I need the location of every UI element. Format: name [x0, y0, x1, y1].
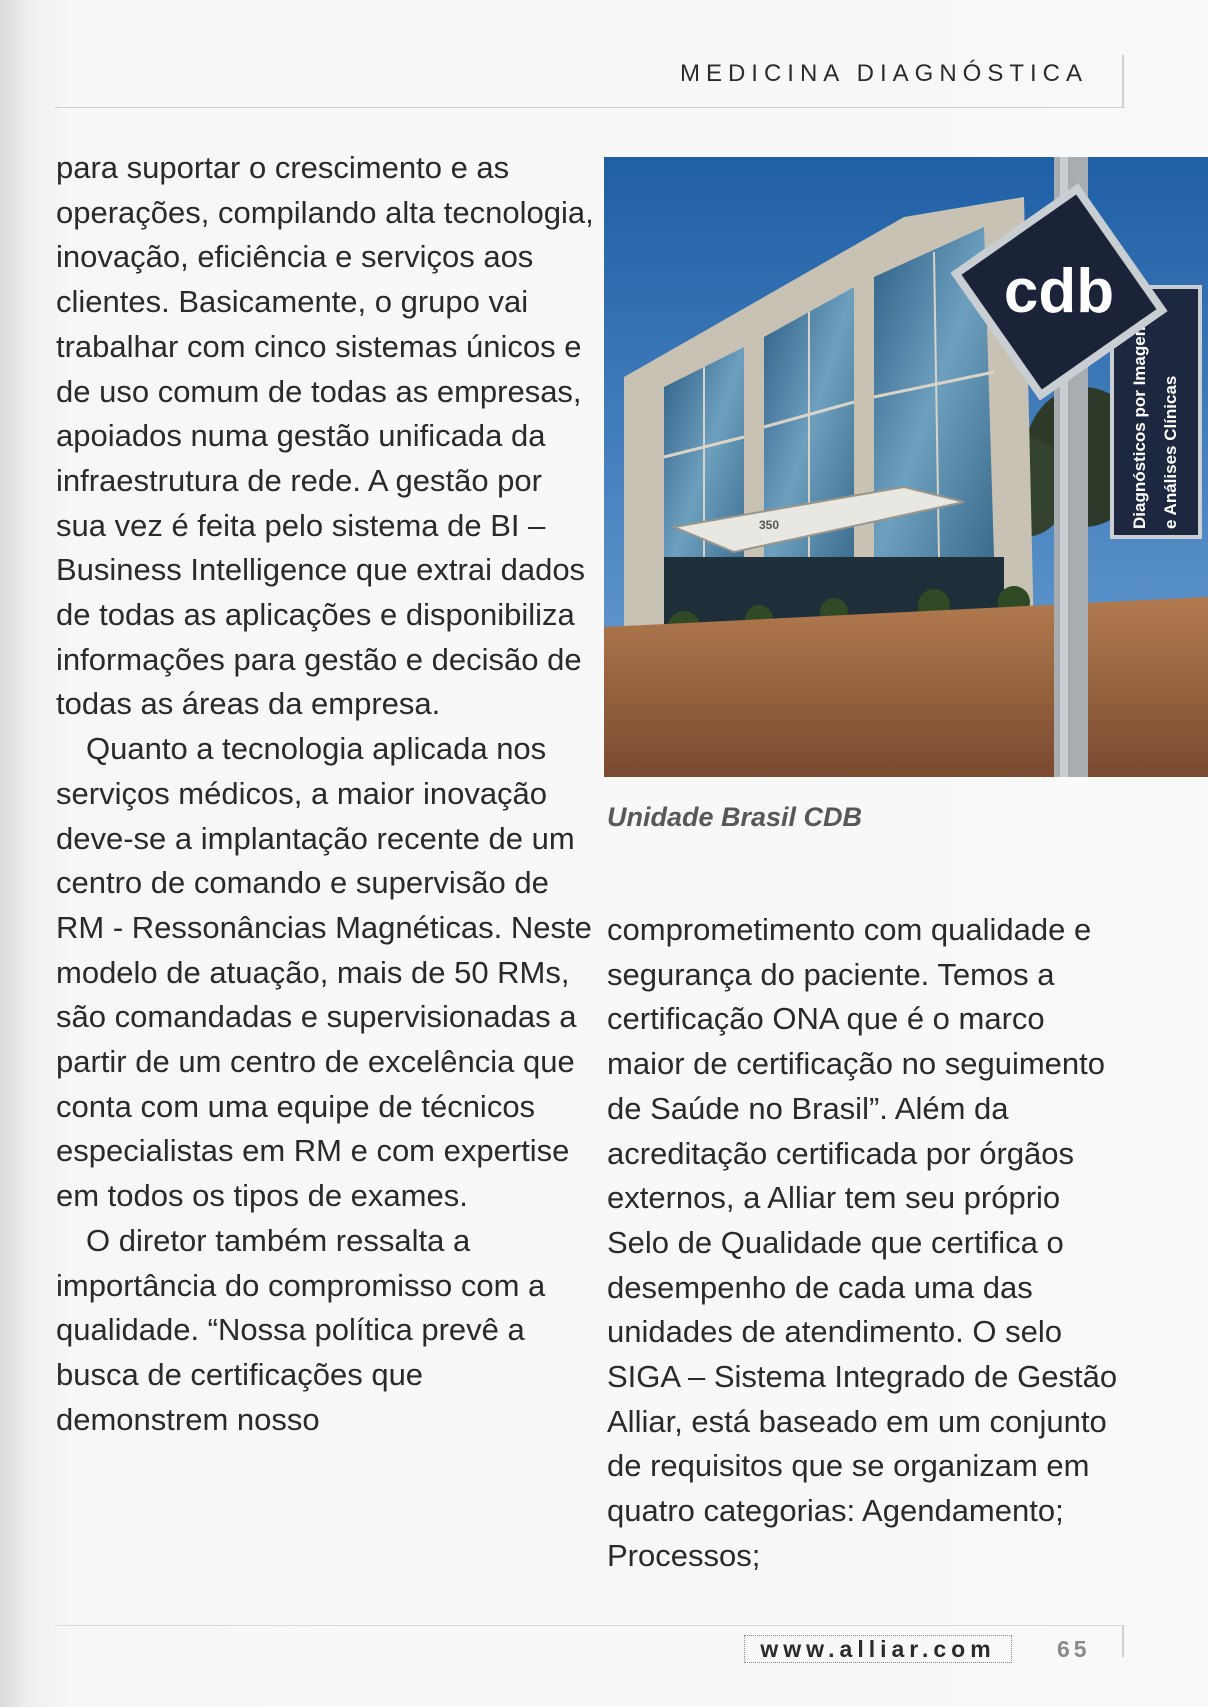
page-number: 65 — [1057, 1636, 1091, 1662]
article-left-column — [56, 146, 596, 1442]
paragraph: para suportar o crescimento e as operações, compilando alta tecnologia, inovação, eficiência e serviços aos clientes. Basicamente, o grupo vai trabalhar com cinco sistemas únicos e de uso comum de todas as empresas, apoiados numa gestão unificada da infraestrutura de rede. A gestão por sua vez é feita pelo sistema de BI – Business Intelligence que extrai dados de todas as aplicações e disponibiliza informações para gestão e decisão de todas as áreas da empresa. — [56, 150, 594, 722]
paragraph: comprometimento com qualidade e segurança do paciente. Temos a certificação ONA que é o marco maior de certificação no seguimento de Saúde no Brasil”. Além da acreditação certificada por órgãos externos, a Alliar tem seu próprio Selo de Qualidade que certifica o desempenho de cada uma das unidades de atendimento. O selo SIGA – Sistema Integrado de Gestão Alliar, está baseado em um conjunto de requisitos que se organizam em quatro categorias: Agendamento; Processos; — [607, 912, 1118, 1573]
building-photo — [604, 157, 1208, 777]
paragraph: Quanto a tecnologia aplicada nos serviços médicos, a maior inovação deve-se a implantação recente de um centro de comando e supervisão de RM - Ressonâncias Magnéticas. Neste modelo de atuação, mais de 50 RMs, são comandadas e supervisionadas a partir de um centro de excelência que conta com uma equipe de técnicos especialistas em RM e com expertise em todos os tipos de exames. — [56, 731, 592, 1214]
sign-line-1: Diagnósticos por Imagem — [1130, 321, 1149, 529]
sign-line-2: e Análises Clínicas — [1161, 375, 1180, 529]
section-title: MEDICINA DIAGNÓSTICA — [679, 60, 1088, 87]
website-link[interactable]: www.alliar.com — [744, 1635, 1012, 1663]
paragraph: O diretor também ressalta a importância do compromisso com a qualidade. “Nossa política prevê a busca de certificações que demonstrem nosso — [56, 1222, 546, 1437]
footer-divider-vertical — [1122, 1625, 1124, 1657]
building-number: 350 — [759, 518, 780, 532]
header-divider — [55, 107, 1125, 108]
photo-caption: Unidade Brasil CDB — [607, 802, 863, 832]
logo-text: cdb — [1003, 257, 1115, 326]
header-divider-vertical — [1122, 55, 1124, 108]
article-right-column — [607, 908, 1127, 1579]
footer-divider — [55, 1625, 1125, 1626]
